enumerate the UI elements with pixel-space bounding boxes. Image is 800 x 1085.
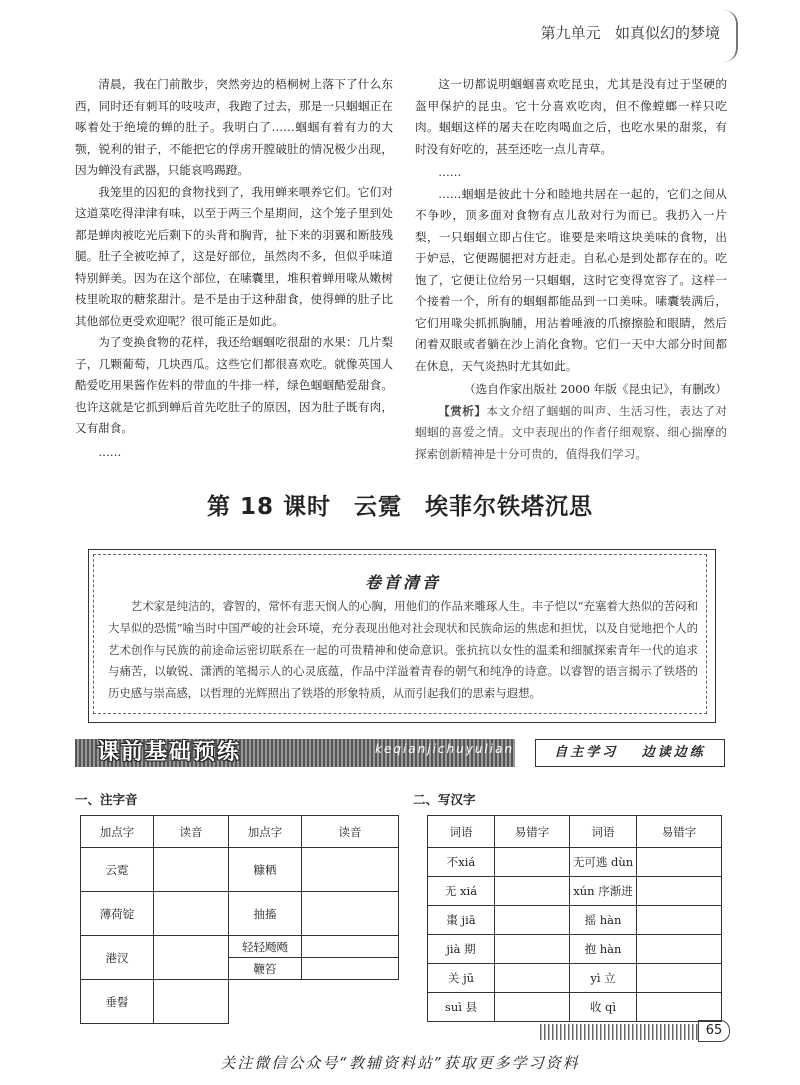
header-decoration	[722, 10, 738, 62]
answer-cell[interactable]	[637, 906, 722, 935]
word-cell: suì 县	[428, 993, 495, 1022]
answer-cell[interactable]	[154, 892, 229, 936]
answer-cell[interactable]	[637, 848, 722, 877]
lesson-prefix: 第	[206, 494, 231, 520]
preface-text: 艺术家是纯洁的，睿智的，常怀有悲天悯人的心胸，用他们的作品来雕琢人生。丰子恺以“充塞着大热似的苦闷和大旱似的恐慌”喻当时中国严峻的社会环境，充分表现出他对社会现状和民族命运的焦虑和担忧，以及自觉地把个人的艺术创作与民族的前途命运密切联系在一起的可贵精神和使命意识。张抗抗以女性的温柔和细腻探索青年一代的追求与痛苦，以敏锐、潇洒的笔揭示人的心灵底蕴，作品中洋溢着青春的朝气和纯净的诗意。以睿智的语言揭示了铁塔的历史感与崇高感，以哲理的光辉照出了铁塔的形象特质，从而引起我们的思索与遐想。	[108, 599, 698, 701]
lesson-suffix: 课时	[283, 494, 331, 520]
header-cell: 加点字	[81, 816, 154, 848]
left-column	[75, 74, 393, 463]
word-cell: 鞭笞	[229, 958, 302, 980]
answer-cell[interactable]	[637, 935, 722, 964]
source-citation: （选自作家出版社 2000 年版《昆虫记》，有删改）	[464, 382, 727, 396]
left-paragraph-1: 清晨，我在门前散步，突然旁边的梧桐树上落下了什么东西，同时还有刺耳的吱吱声，我跑了过去，那是一只蝈蝈正在啄着处于绝境的蝉的肚子。我明白了……蝈蝈有着有力的大颚，锐利的钳子，不能把它的俘虏开膛破肚的情况极少出现，因为蝉没有武器，只能哀鸣踢蹬。	[75, 77, 393, 177]
answer-cell[interactable]	[637, 877, 722, 906]
lesson-number: 18	[239, 494, 274, 520]
right-paragraph-1: 这一切都说明蝈蝈喜欢吃昆虫，尤其是没有过于坚硬的盔甲保护的昆虫。它十分喜欢吃肉，但不像螳螂一样只吃肉。蝈蝈这样的屠夫在吃肉喝血之后，也吃水果的甜浆，有时没有好吃的，甚至还吃一点儿青草。	[415, 77, 727, 156]
empty-cell	[302, 980, 399, 1024]
banner-tags	[535, 739, 725, 767]
pronunciation-table	[80, 815, 399, 1024]
section-banner	[75, 736, 725, 770]
answer-cell[interactable]	[495, 935, 570, 964]
answer-cell[interactable]	[637, 993, 722, 1022]
word-cell: 关 jū	[428, 964, 495, 993]
answer-cell[interactable]	[495, 877, 570, 906]
word-cell: 抽搐	[229, 892, 302, 936]
answer-cell[interactable]	[302, 958, 399, 980]
answer-cell[interactable]	[495, 906, 570, 935]
word-cell: 抱 hàn	[570, 935, 637, 964]
lesson-title-1: 云霓	[354, 494, 403, 520]
word-cell: 无可逃 dùn	[570, 848, 637, 877]
word-cell: 无 xiá	[428, 877, 495, 906]
right-ellipsis: ……	[438, 165, 462, 179]
answer-cell[interactable]	[495, 964, 570, 993]
header-cell: 读音	[154, 816, 229, 848]
lesson-title	[0, 488, 800, 521]
word-cell: xún 序渐进	[570, 877, 637, 906]
left-paragraph-2: 我笼里的囚犯的食物找到了，我用蝉来喂养它们。它们对这道菜吃得津津有味，以至于两三个星期间，这个笼子里到处都是蝉肉被吃光后剩下的头背和胸背，扯下来的羽翼和断肢残腿。肚子全被吃掉了，这是好部位，虽然肉不多，但似乎味道特别鲜美。因为在这个部位，在嗉囊里，堆积着蝉用喙从嫩树枝里吮取的糖浆甜汁。是不是由于这种甜食，使得蝉的肚子比其他部位更受欢迎呢？很可能正是如此。	[75, 184, 393, 328]
banner-tag-1: 自主学习	[554, 745, 619, 760]
word-cell: 糠粞	[229, 848, 302, 892]
lesson-title-2: 埃菲尔铁塔沉思	[425, 494, 594, 520]
running-header	[541, 22, 720, 43]
footer-decoration	[540, 1024, 700, 1040]
empty-cell	[229, 980, 302, 1024]
header-cell: 加点字	[229, 816, 302, 848]
right-paragraph-2: ……蝈蝈是彼此十分和睦地共居在一起的，它们之间从不争吵，顶多面对食物有点儿敌对行为而已。我扔入一片梨，一只蝈蝈立即占住它。谁要是来啃这块美味的食物，出于妒忌，它便踢腿把对方赶走。自私心是到处都存在的。吃饱了，它便让位给另一只蝈蝈，这时它变得宽容了。这样一个接着一个，所有的蝈蝈都能品到一口美味。嗉囊装满后，它们用喙尖抓抓胸脯，用沾着唾液的爪擦擦脸和眼睛，然后闭着双眼或者躺在沙上消化食物。它们一天中大部分时间都在休息，天气炎热时尤其如此。	[415, 186, 727, 373]
word-cell: 垂髫	[81, 980, 154, 1024]
header-cell: 易错字	[637, 816, 722, 848]
word-cell: 不xiá	[428, 848, 495, 877]
word-cell: 港汊	[81, 936, 154, 980]
unit-label: 第九单元	[540, 24, 601, 42]
preface-title: 卷首清音	[364, 573, 441, 592]
answer-cell[interactable]	[154, 848, 229, 892]
word-cell: 薄荷锭	[81, 892, 154, 936]
banner-tag-2: 边读边练	[641, 745, 706, 760]
answer-cell[interactable]	[495, 848, 570, 877]
answer-cell[interactable]	[302, 848, 399, 892]
answer-cell[interactable]	[154, 980, 229, 1024]
appreciation-label: 【赏析】	[438, 403, 487, 418]
banner-pinyin: keqianjichuyulian	[375, 742, 515, 756]
left-paragraph-3: 为了变换食物的花样，我还给蝈蝈吃很甜的水果：几片梨子，几颗葡萄，几块西瓜。这些它们都很喜欢吃。就像英国人酷爱吃用果酱作佐料的带血的牛排一样，绿色蝈蝈酷爱甜食。也许这就是它抓到蝉后首先吃肚子的原因，因为肚子既有肉，又有甜食。	[75, 335, 393, 435]
word-cell: yì 立	[570, 964, 637, 993]
unit-title: 如真似幻的梦境	[614, 24, 720, 42]
word-cell: 轻轻飏飏	[229, 936, 302, 958]
right-column	[415, 74, 727, 465]
section1-title: 一、注字音	[75, 792, 138, 807]
page-number: 65	[698, 1020, 730, 1042]
banner-title: 课前基础预练	[97, 740, 242, 765]
header-cell: 词语	[570, 816, 637, 848]
appreciation-text: 本文介绍了蝈蝈的叫声、生活习性，表达了对蝈蝈的喜爱之情。文中表现出的作者仔细观察、细心揣摩的探索创新精神是十分可贵的，值得我们学习。	[415, 403, 727, 461]
footer-text: 关注微信公众号“教辅资料站”获取更多学习资料	[220, 1054, 580, 1072]
header-cell: 易错字	[495, 816, 570, 848]
word-cell: 棗 jiā	[428, 906, 495, 935]
header-cell: 读音	[302, 816, 399, 848]
answer-cell[interactable]	[302, 936, 399, 958]
word-cell: 摇 hàn	[570, 906, 637, 935]
header-cell: 词语	[428, 816, 495, 848]
word-cell: jià 期	[428, 935, 495, 964]
word-cell: 收 qì	[570, 993, 637, 1022]
appreciation-block	[415, 401, 727, 466]
answer-cell[interactable]	[495, 993, 570, 1022]
word-cell: 云霓	[81, 848, 154, 892]
answer-cell[interactable]	[637, 964, 722, 993]
write-characters-table	[427, 815, 722, 1022]
section2-title: 二、写汉字	[413, 792, 476, 807]
answer-cell[interactable]	[302, 892, 399, 936]
left-ellipsis: ……	[98, 444, 122, 459]
answer-cell[interactable]	[154, 936, 229, 980]
